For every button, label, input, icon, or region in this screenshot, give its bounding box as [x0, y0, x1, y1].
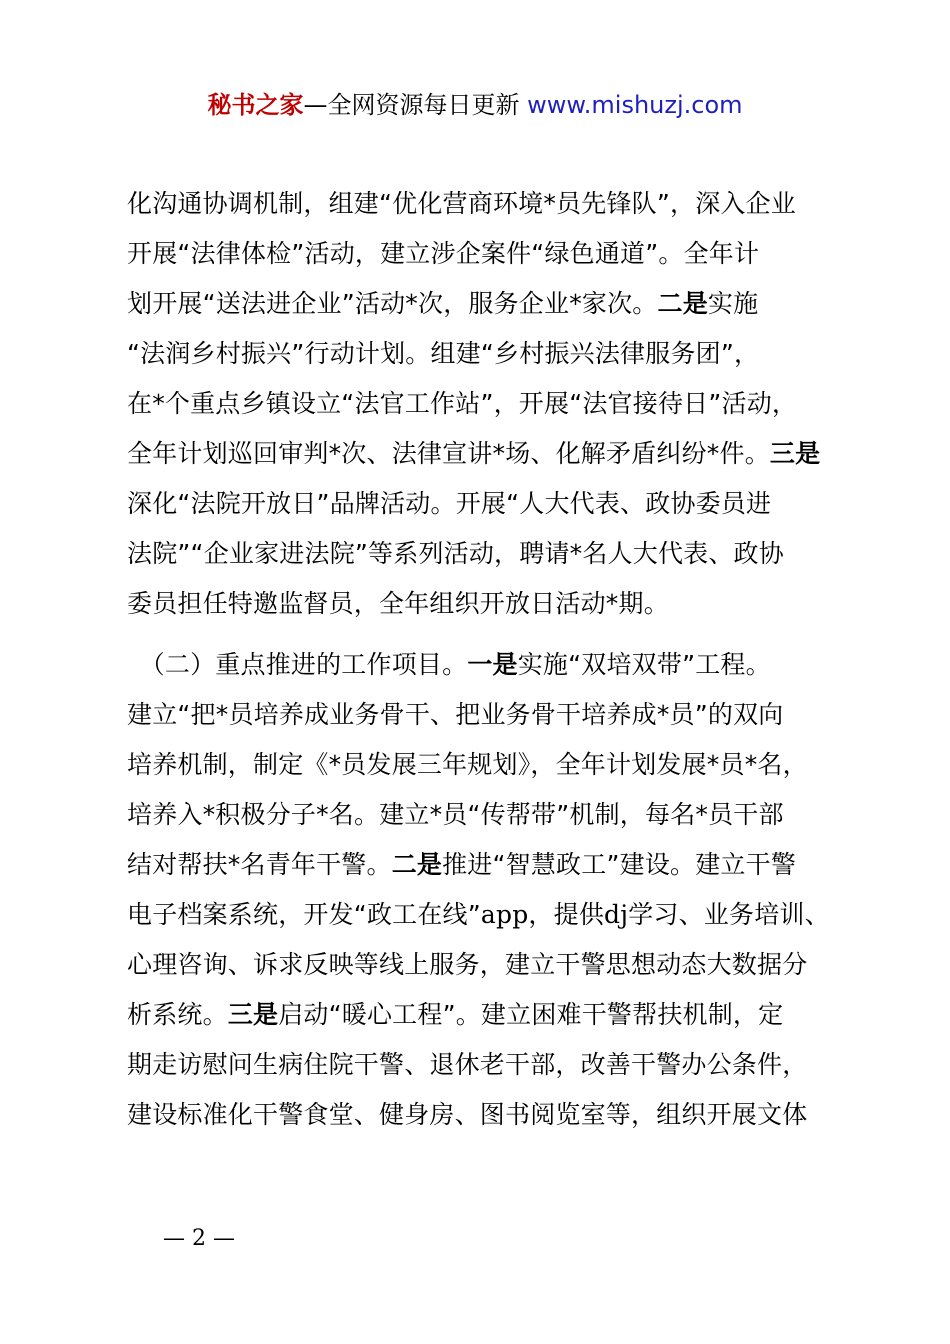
brand-name: 秘书之家 [207, 91, 304, 119]
text-line [127, 990, 847, 1040]
site-header [0, 88, 950, 122]
site-url-link[interactable]: www.mishuzj.com [527, 91, 743, 119]
text-segment: 全年计划巡回审判*次、法律宣讲*场、化解矛盾纠纷*件。 [127, 439, 770, 468]
text-segment: 学习、业务培训、 [628, 900, 830, 929]
header-slogan: —全网资源每日更新 [303, 91, 528, 119]
text-line [127, 1090, 847, 1140]
text-segment: 建设标准化干警食堂、健身房、图书阅览室等，组织开展文体 [127, 1100, 808, 1129]
text-line [127, 740, 847, 790]
emphasis-text: 三是 [769, 439, 821, 468]
text-line [127, 890, 847, 940]
text-line [127, 940, 847, 990]
text-segment: 划开展“送法进企业”活动*次，服务企业*家次。 [127, 289, 658, 318]
text-segment: 法院”“企业家进法院”等系列活动，聘请*名人大代表、政协 [127, 539, 784, 568]
text-segment: 开展“法律体检”活动，建立涉企案件“绿色通道”。全年计 [127, 239, 760, 268]
text-line [127, 640, 847, 690]
emphasis-text: 一是 [467, 650, 518, 679]
text-line [127, 1040, 847, 1090]
text-segment: app [480, 900, 529, 929]
text-segment: 实施 [707, 289, 759, 318]
emphasis-text: 二是 [657, 289, 708, 318]
text-line [127, 529, 847, 579]
text-segment: “法润乡村振兴”行动计划。组建“乡村振兴法律服务团”， [127, 339, 760, 368]
text-segment: 建立“把*员培养成业务骨干、把业务骨干培养成*员”的双向 [127, 700, 784, 729]
text-segment: 心理咨询、诉求反映等线上服务，建立干警思想动态大数据分 [127, 950, 808, 979]
text-segment: 析系统。 [127, 1000, 228, 1029]
text-line [127, 279, 847, 329]
text-line [127, 229, 847, 279]
text-line [127, 790, 847, 840]
text-line [127, 840, 847, 890]
text-segment: （二）重点推进的工作项目。 [127, 650, 468, 679]
text-segment: ，提供 [528, 900, 605, 929]
text-segment: 推进“智慧政工”建设。建立干警 [442, 850, 797, 879]
text-line [127, 379, 847, 429]
emphasis-text: 三是 [227, 1000, 279, 1029]
text-segment: 委员担任特邀监督员，全年组织开放日活动*期。 [127, 589, 669, 618]
text-segment: 深化“法院开放日”品牌活动。开展“人大代表、政协委员进 [127, 489, 772, 518]
text-segment: 启动“暖心工程”。建立困难干警帮扶机制，定 [278, 1000, 784, 1029]
text-segment: dj [604, 900, 629, 929]
emphasis-text: 二是 [391, 850, 443, 879]
text-segment: 电子档案系统，开发“政工在线” [127, 900, 481, 929]
text-line [127, 329, 847, 379]
text-segment: 培养入*积极分子*名。建立*员“传帮带”机制，每名*员干部 [127, 800, 784, 829]
text-line [127, 179, 847, 229]
text-line [127, 690, 847, 740]
text-segment: 在*个重点乡镇设立“法官工作站”，开展“法官接待日”活动， [127, 389, 798, 418]
text-segment: 实施“双培双带”工程。 [517, 650, 771, 679]
text-segment: 期走访慰问生病住院干警、退休老干部，改善干警办公条件， [127, 1050, 808, 1079]
text-segment: 化沟通协调机制，组建“优化营商环境*员先锋队”，深入企业 [127, 189, 797, 218]
text-segment: 结对帮扶*名青年干警。 [127, 850, 392, 879]
text-segment: 培养机制，制定《*员发展三年规划》，全年计划发展*员*名， [127, 750, 808, 779]
page-number: — 2 — [163, 1226, 235, 1251]
text-line [127, 579, 847, 629]
text-line [127, 479, 847, 529]
text-line [127, 429, 847, 479]
document-body [127, 179, 847, 1140]
